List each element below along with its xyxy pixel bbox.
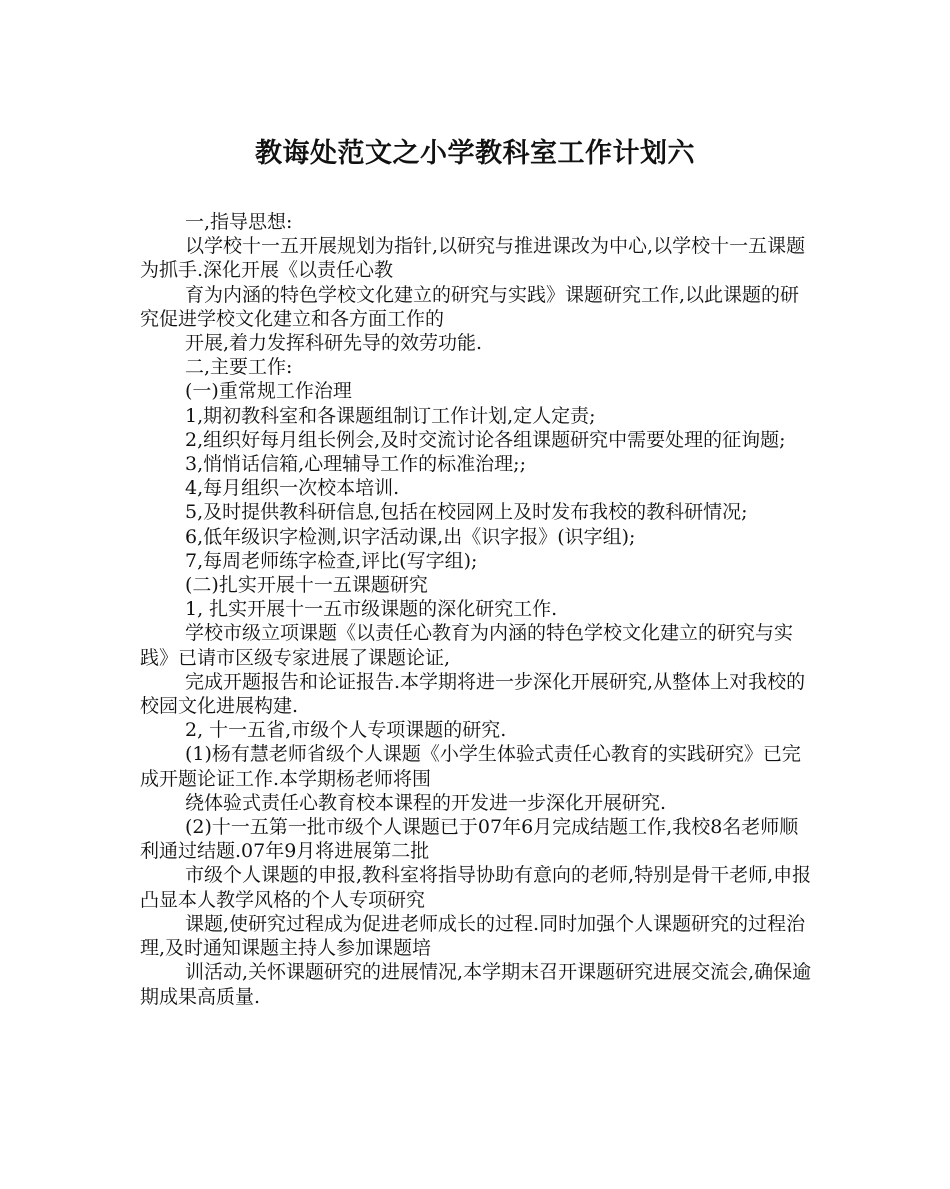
paragraph: 3,悄悄话信箱,心理辅导工作的标准治理;; xyxy=(185,453,526,476)
paragraph: (1)杨有慧老师省级个人课题《小学生体验式责任心教育的实践研究》已完成开题论证工作.本学期杨老师将围 xyxy=(140,743,801,790)
paragraph: 2, 十一五省,市级个人专项课题的研究. xyxy=(185,719,507,742)
paragraph: 一,指导思想: xyxy=(185,211,293,233)
paragraph: 以学校十一五开展规划为指针,以研究与推进课改为中心,以学校十一五课题为抓手.深化开展《以责任心教 xyxy=(140,235,806,282)
paragraph: 训活动,关怀课题研究的进展情况,本学期末召开课题研究进展交流会,确保逾期成果高质量. xyxy=(140,961,812,1008)
paragraph: (2)十一五第一批市级个人课题已于07年6月完成结题工作,我校8名老师顺利通过结题.07年9月将进展第二批 xyxy=(140,816,799,863)
paragraph: 4,每月组织一次校本培训. xyxy=(185,477,400,500)
document-body xyxy=(140,210,812,1009)
paragraph: (二)扎实开展十一五课题研究 xyxy=(185,574,428,597)
document-title: 教诲处范文之小学教科室工作计划六 xyxy=(255,138,695,169)
paragraph: 课题,使研究过程成为促进老师成长的过程.同时加强个人课题研究的过程治理,及时通知课题主持人参加课题培 xyxy=(140,912,806,960)
paragraph: 完成开题报告和论证报告.本学期将进一步深化开展研究,从整体上对我校的校园文化进展构建. xyxy=(140,670,806,718)
paragraph: 育为内涵的特色学校文化建立的研究与实践》课题研究工作,以此课题的研究促进学校文化建立和各方面工作的 xyxy=(140,283,800,330)
paragraph: 6,低年级识字检测,识字活动课,出《识字报》(识字组); xyxy=(185,525,636,548)
paragraph: 7,每周老师练字检查,评比(写字组); xyxy=(185,549,478,572)
paragraph: 二,主要工作: xyxy=(185,356,293,379)
paragraph: 开展,着力发挥科研先导的效劳功能. xyxy=(185,332,483,355)
paragraph: 1,期初教科室和各课题组制订工作计划,定人定责; xyxy=(185,404,596,427)
paragraph: (一)重常规工作治理 xyxy=(185,380,352,403)
paragraph: 1, 扎实开展十一五市级课题的深化研究工作. xyxy=(185,598,558,621)
paragraph: 5,及时提供教科研信息,包括在校园网上及时发布我校的教科研情况; xyxy=(185,501,748,524)
paragraph: 市级个人课题的申报,教科室将指导协助有意向的老师,特别是骨干老师,申报凸显本人教学风格的个人专项研究 xyxy=(140,864,812,911)
paragraph: 绕体验式责任心教育校本课程的开发进一步深化开展研究. xyxy=(185,791,667,814)
paragraph: 学校市级立项课题《以责任心教育为内涵的特色学校文化建立的研究与实践》已请市区级专家进展了课题论证, xyxy=(140,622,794,669)
paragraph: 2,组织好每月组长例会,及时交流讨论各组课题研究中需要处理的征询题; xyxy=(185,428,786,451)
